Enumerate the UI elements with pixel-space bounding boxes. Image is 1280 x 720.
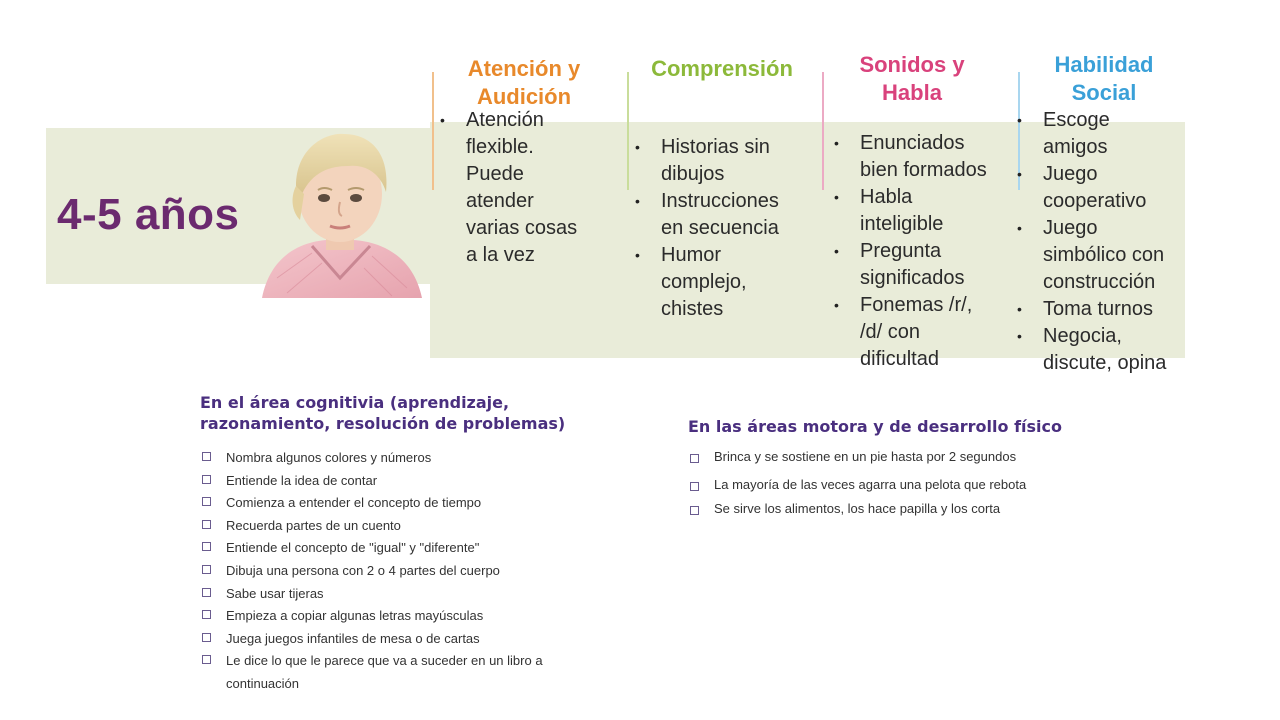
list-item: Nombra algunos colores y números bbox=[200, 447, 620, 470]
list-item: • Fonemas /r/, /d/ con dificultad bbox=[830, 292, 1020, 373]
list-item: • Juego simbólico con construcción bbox=[1013, 215, 1213, 296]
divider-sounds bbox=[822, 72, 824, 190]
list-item: Le dice lo que le parece que va a suceder en un libro a continuación bbox=[200, 650, 620, 695]
checkbox-icon bbox=[202, 655, 211, 664]
divider-attention bbox=[432, 72, 434, 190]
checkbox-icon bbox=[202, 565, 211, 574]
list-item: La mayoría de las veces agarra una pelota que rebota bbox=[688, 477, 1128, 501]
checkbox-icon bbox=[690, 482, 699, 491]
list-item: Recuerda partes de un cuento bbox=[200, 515, 620, 538]
list-item: Entiende el concepto de "igual" y "diferente" bbox=[200, 537, 620, 560]
age-label: 4-5 años bbox=[57, 190, 240, 239]
checkbox-icon bbox=[202, 633, 211, 642]
list-item: • Habla inteligible bbox=[830, 184, 1020, 238]
list-comprehension bbox=[631, 134, 821, 323]
cognitive-list bbox=[200, 447, 620, 696]
list-item: Sabe usar tijeras bbox=[200, 583, 620, 606]
list-item: Comienza a entender el concepto de tiempo bbox=[200, 492, 620, 515]
title-sounds: Sonidos y Habla bbox=[859, 52, 965, 105]
child-photo bbox=[252, 128, 426, 298]
list-item: Brinca y se sostiene en un pie hasta por 2 segundos bbox=[688, 449, 1128, 477]
checkbox-icon bbox=[690, 454, 699, 463]
list-item: • Juego cooperativo bbox=[1013, 161, 1213, 215]
list-item: • Escoge amigos bbox=[1013, 107, 1213, 161]
motor-list bbox=[688, 449, 1128, 525]
list-attention bbox=[436, 107, 626, 269]
checkbox-icon bbox=[202, 588, 211, 597]
list-item: • Enunciados bien formados bbox=[830, 130, 1020, 184]
list-item: • Atención flexible. bbox=[436, 107, 626, 161]
list-item: • Pregunta significados bbox=[830, 238, 1020, 292]
list-social bbox=[1013, 107, 1213, 377]
checkbox-icon bbox=[202, 452, 211, 461]
list-item: Entiende la idea de contar bbox=[200, 470, 620, 493]
cognitive-heading: En el área cognitivia (aprendizaje, razonamiento, resolución de problemas) bbox=[200, 393, 566, 433]
list-item: • Toma turnos bbox=[1013, 296, 1213, 323]
checkbox-icon bbox=[202, 520, 211, 529]
list-sounds bbox=[830, 130, 1020, 373]
checkbox-icon bbox=[202, 497, 211, 506]
checkbox-icon bbox=[202, 475, 211, 484]
list-item: • Historias sin dibujos bbox=[631, 134, 821, 188]
list-item: • Instrucciones en secuencia bbox=[631, 188, 821, 242]
list-item: Empieza a copiar algunas letras mayúsculas bbox=[200, 605, 620, 628]
list-item: Juega juegos infantiles de mesa o de cartas bbox=[200, 628, 620, 651]
motor-heading: En las áreas motora y de desarrollo físico bbox=[688, 417, 1062, 436]
list-item: Dibuja una persona con 2 o 4 partes del cuerpo bbox=[200, 560, 620, 583]
checkbox-icon bbox=[202, 610, 211, 619]
list-item: Puede atender varias cosas a la vez bbox=[466, 163, 578, 266]
checkbox-icon bbox=[202, 542, 211, 551]
title-social: Habilidad Social bbox=[1054, 52, 1154, 105]
list-item: • Humor complejo, chistes bbox=[631, 242, 821, 323]
title-attention: Atención y Audición bbox=[467, 56, 581, 109]
list-item: Se sirve los alimentos, los hace papilla y los corta bbox=[688, 501, 1128, 525]
checkbox-icon bbox=[690, 506, 699, 515]
title-comprehension: Comprensión bbox=[651, 56, 793, 81]
divider-comprehension bbox=[627, 72, 629, 190]
list-item: • Negocia, discute, opina bbox=[1013, 323, 1213, 377]
